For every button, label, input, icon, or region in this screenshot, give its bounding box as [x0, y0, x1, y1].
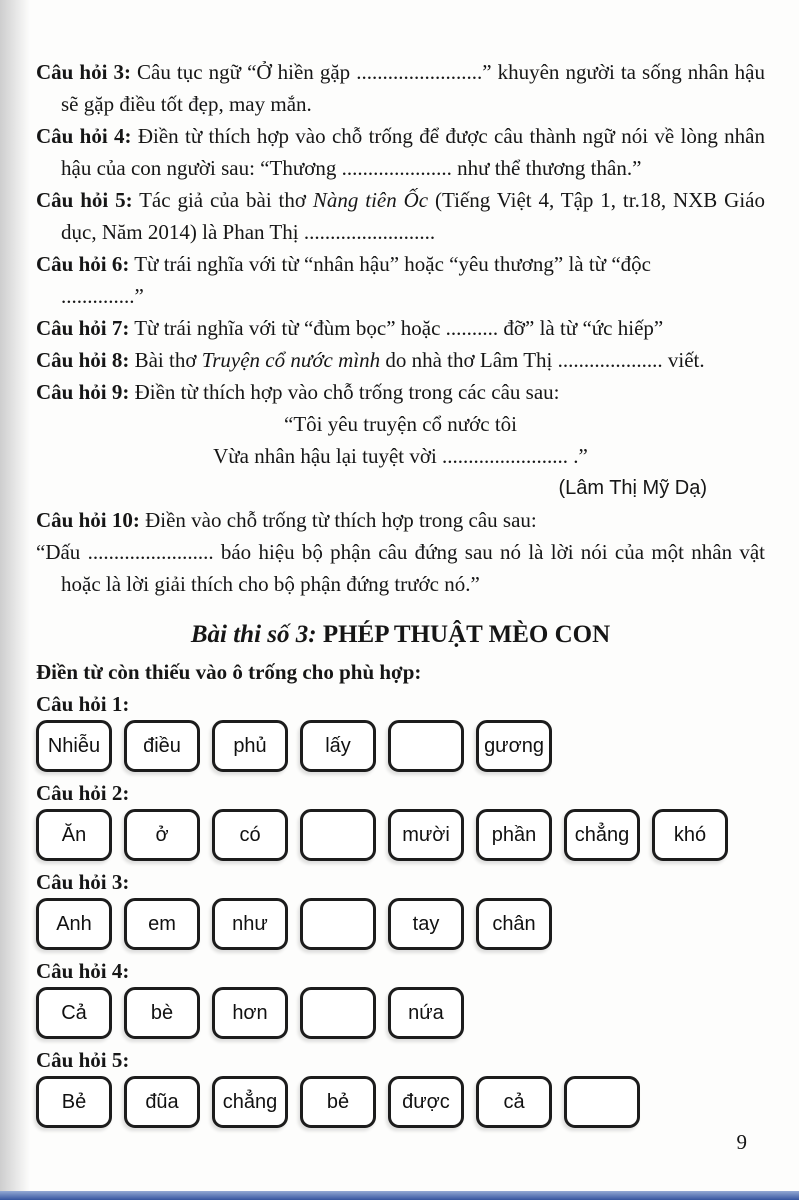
question-6-text-line2: ..............”	[61, 284, 144, 308]
word-box: bẻ	[300, 1076, 376, 1128]
question-4-label: Câu hỏi 4:	[36, 124, 132, 148]
question-6	[36, 248, 765, 312]
question-7-text: Từ trái nghĩa với từ “đùm bọc” hoặc .......... đỡ” là từ “ức hiếp”	[129, 316, 664, 340]
section-title-italic: Bài thi số 3:	[190, 621, 317, 648]
question-10-label: Câu hỏi 10:	[36, 508, 140, 532]
fill-row-4-label: Câu hỏi 4:	[36, 959, 130, 983]
question-7	[36, 312, 765, 344]
word-box: phủ	[212, 720, 288, 772]
word-box: Nhiễu	[36, 720, 112, 772]
empty-word-box	[300, 898, 376, 950]
question-10-text: Điền vào chỗ trống từ thích hợp trong câu sau:	[139, 508, 537, 532]
question-10	[36, 504, 765, 536]
question-8	[36, 344, 765, 376]
question-3-label: Câu hỏi 3:	[36, 60, 131, 84]
fill-row-2-boxes	[36, 809, 765, 863]
word-box: đũa	[124, 1076, 200, 1128]
poem-attribution: (Lâm Thị Mỹ Dạ)	[558, 477, 707, 499]
word-box: chẳng	[212, 1076, 288, 1128]
question-7-label: Câu hỏi 7:	[36, 316, 130, 340]
question-3	[36, 56, 765, 120]
question-8-book-title: Truyện cổ nước mình	[201, 348, 381, 372]
question-5-label: Câu hỏi 5:	[36, 188, 133, 212]
empty-word-box	[300, 809, 376, 861]
scan-edge-shadow	[0, 0, 30, 1200]
word-box: phần	[476, 809, 552, 861]
fill-row-4-boxes	[36, 987, 765, 1041]
fill-row-2-label: Câu hỏi 2:	[36, 781, 130, 805]
question-5	[36, 184, 765, 248]
section-title	[36, 620, 765, 650]
fill-row-5-boxes	[36, 1076, 765, 1130]
word-box: khó	[652, 809, 728, 861]
question-9	[36, 376, 765, 408]
fill-row-1-boxes	[36, 720, 765, 774]
word-box: nứa	[388, 987, 464, 1039]
word-box: chẳng	[564, 809, 640, 861]
word-box: gương	[476, 720, 552, 772]
word-box: em	[124, 898, 200, 950]
fill-row-3-label: Câu hỏi 3:	[36, 870, 130, 894]
page-number: 9	[736, 1130, 747, 1154]
question-5-text-pre: Tác giả của bài thơ	[132, 188, 313, 212]
empty-word-box	[300, 987, 376, 1039]
question-6-label: Câu hỏi 6:	[36, 252, 130, 276]
word-box: cả	[476, 1076, 552, 1128]
question-6-text-line1: Từ trái nghĩa với từ “nhân hậu” hoặc “yêu thương” là từ “độc	[129, 252, 651, 276]
word-box: mười	[388, 809, 464, 861]
question-3-text: Câu tục ngữ “Ở hiền gặp ........................” khuyên người ta sống nhân hậu sẽ gặp điều tốt đẹp, may mắn.	[61, 60, 765, 116]
word-box: Ăn	[36, 809, 112, 861]
word-box: Cả	[36, 987, 112, 1039]
word-box: hơn	[212, 987, 288, 1039]
word-box: điều	[124, 720, 200, 772]
question-8-label: Câu hỏi 8:	[36, 348, 130, 372]
fill-row-5-label: Câu hỏi 5:	[36, 1048, 130, 1072]
word-box: Anh	[36, 898, 112, 950]
word-box: chân	[476, 898, 552, 950]
word-box: được	[388, 1076, 464, 1128]
empty-word-box	[388, 720, 464, 772]
question-4-text: Điền từ thích hợp vào chỗ trống để được câu thành ngữ nói về lòng nhân hậu của con người sau: “Thương ..................... như thể thương thân.”	[61, 124, 765, 180]
word-box: lấy	[300, 720, 376, 772]
fill-row-1-label: Câu hỏi 1:	[36, 692, 130, 716]
question-4	[36, 120, 765, 184]
word-box: tay	[388, 898, 464, 950]
poem-line-2: Vừa nhân hậu lại tuyệt vời ........................ .”	[213, 444, 588, 468]
empty-word-box	[564, 1076, 640, 1128]
word-box: Bẻ	[36, 1076, 112, 1128]
word-box: có	[212, 809, 288, 861]
question-10-body: “Dấu ........................ báo hiệu bộ phận câu đứng sau nó là lời nói của một nhân vật hoặc là lời giải thích cho bộ phận đứng trước nó.”	[36, 540, 765, 596]
question-9-text: Điền từ thích hợp vào chỗ trống trong các câu sau:	[129, 380, 560, 404]
question-5-book-title: Nàng tiên Ốc	[312, 188, 429, 212]
question-8-text-pre: Bài thơ	[129, 348, 202, 372]
section-instruction: Điền từ còn thiếu vào ô trống cho phù hợp:	[36, 660, 422, 684]
bottom-blue-bar	[0, 1191, 799, 1200]
page-content	[36, 56, 765, 1130]
poem-line-1: “Tôi yêu truyện cổ nước tôi	[284, 412, 517, 436]
question-9-label: Câu hỏi 9:	[36, 380, 130, 404]
fill-row-3-boxes	[36, 898, 765, 952]
word-box: bè	[124, 987, 200, 1039]
question-8-text-post: do nhà thơ Lâm Thị .................... viết.	[380, 348, 705, 372]
word-box: ở	[124, 809, 200, 861]
question-5-text-post: (Tiếng Việt 4, Tập 1, tr.18, NXB Giáo dục, Năm 2014) là Phan Thị .........................	[61, 188, 766, 244]
section-title-text: PHÉP THUẬT MÈO CON	[316, 621, 611, 648]
word-box: như	[212, 898, 288, 950]
